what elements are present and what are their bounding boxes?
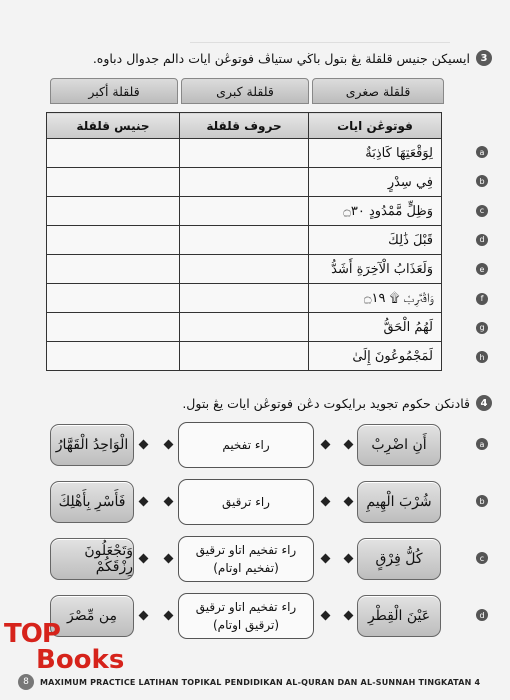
match-dot-right[interactable] xyxy=(344,440,354,450)
match-dot-left[interactable] xyxy=(139,440,149,450)
row-label: d xyxy=(476,609,488,621)
header-ayat: فوتوڠن ايات xyxy=(309,113,442,139)
table-row xyxy=(47,313,442,342)
huruf-answer-cell[interactable] xyxy=(180,226,309,255)
ayat-box-left: الْوَاحِدُ الْقَهَّارُ xyxy=(50,424,134,466)
question-3-instruction: ايسيكن جنيس قلقلة يڠ بتول باڬي ستياڤ فوتوڠن ايات دالم جدوال دباوه. xyxy=(92,51,470,66)
row-label: f xyxy=(476,293,488,305)
match-dot-mid-right[interactable] xyxy=(321,611,331,621)
row-label: g xyxy=(476,322,488,334)
match-dot-right[interactable] xyxy=(344,611,354,621)
match-dot-left[interactable] xyxy=(139,611,149,621)
tajwid-rule-box: راء تفخيم اتاو ترقيق (ترقيق اوتام) xyxy=(178,593,314,639)
tajwid-rule-box: راء تفخيم اتاو ترقيق (تفخيم اوتام) xyxy=(178,536,314,582)
tajwid-rule-box: راء ترقيق xyxy=(178,479,314,525)
header-huruf: حروف قلقلة xyxy=(180,113,309,139)
match-dot-mid-left[interactable] xyxy=(164,611,174,621)
table-row xyxy=(47,255,442,284)
row-label: a xyxy=(476,438,488,450)
ayat-cell: لَمَجْمُوعُونَ إِلَىٰ xyxy=(309,342,442,371)
jenis-answer-cell[interactable] xyxy=(47,197,180,226)
jenis-answer-cell[interactable] xyxy=(47,284,180,313)
question-4-instruction: ڤادنكن حكوم تجويد برايكوت دڠن فوتوڠن ايات يڠ بتول. xyxy=(182,396,470,411)
header-jenis: جنيس قلقلة xyxy=(47,113,180,139)
ayat-box-left: مِن مِّصْرَ xyxy=(50,595,134,637)
row-label: d xyxy=(476,234,488,246)
table-row xyxy=(47,284,442,313)
topbooks-logo xyxy=(4,619,125,676)
bleed-through-text xyxy=(190,32,450,43)
row-label: c xyxy=(476,552,488,564)
jenis-answer-cell[interactable] xyxy=(47,226,180,255)
row-label: c xyxy=(476,205,488,217)
jenis-answer-cell[interactable] xyxy=(47,255,180,284)
huruf-answer-cell[interactable] xyxy=(180,313,309,342)
qalqalah-table xyxy=(46,112,442,371)
row-label: h xyxy=(476,351,488,363)
page-number: 8 xyxy=(18,674,34,690)
table-row xyxy=(47,226,442,255)
ayat-box-left: وَتَجْعَلُونَ رِزْقَكُمْ xyxy=(50,538,134,580)
match-dot-mid-left[interactable] xyxy=(164,497,174,507)
footer-title: MAXIMUM PRACTICE LATIHAN TOPIKAL PENDIDIKAN AL-QURAN DAN AL-SUNNAH TINGKATAN 4 xyxy=(40,678,481,687)
question-3-number: 3 xyxy=(476,50,492,66)
ayat-box-right: شُرْبَ الْهِيمِ xyxy=(357,481,441,523)
tab-qalqalah-kubra: قلقلة كبرى xyxy=(181,78,309,104)
jenis-answer-cell[interactable] xyxy=(47,139,180,168)
huruf-answer-cell[interactable] xyxy=(180,139,309,168)
table-row xyxy=(47,197,442,226)
ayat-box-right: عَيْنَ الْقِطْرِ xyxy=(357,595,441,637)
ayat-box-left: فَأَسْرِ بِأَهْلِكَ xyxy=(50,481,134,523)
ayat-cell: وَلَعَذَابُ الْآخِرَةِ أَشَدُّ xyxy=(309,255,442,284)
tajwid-rule-box: راء تفخيم xyxy=(178,422,314,468)
ayat-cell: لِوَقْعَتِهَا كَاذِبَةٌ xyxy=(309,139,442,168)
huruf-answer-cell[interactable] xyxy=(180,197,309,226)
huruf-answer-cell[interactable] xyxy=(180,284,309,313)
tab-qalqalah-akbar: قلقلة أكبر xyxy=(50,78,178,104)
ayat-box-right: كُلُّ فِرْقٍ xyxy=(357,538,441,580)
match-dot-left[interactable] xyxy=(139,554,149,564)
table-row xyxy=(47,342,442,371)
huruf-answer-cell[interactable] xyxy=(180,342,309,371)
match-dot-mid-right[interactable] xyxy=(321,440,331,450)
jenis-answer-cell[interactable] xyxy=(47,342,180,371)
match-dot-right[interactable] xyxy=(344,497,354,507)
ayat-cell: لَهُمُ الْحَقُّ xyxy=(309,313,442,342)
jenis-answer-cell[interactable] xyxy=(47,168,180,197)
ayat-cell: وَظِلٍّ مَّمْدُودٍ ۝٣٠ xyxy=(309,197,442,226)
row-label: a xyxy=(476,146,488,158)
row-label: b xyxy=(476,495,488,507)
table-row xyxy=(47,139,442,168)
tab-qalqalah-sughra: قلقلة صغرى xyxy=(312,78,444,104)
question-4-number: 4 xyxy=(476,395,492,411)
row-label: e xyxy=(476,263,488,275)
ayat-cell: قَبْلَ ذَٰلِكَ xyxy=(309,226,442,255)
jenis-answer-cell[interactable] xyxy=(47,313,180,342)
ayat-cell: وَاقْتَرِبْ ۩ ۝١٩ xyxy=(309,284,442,313)
huruf-answer-cell[interactable] xyxy=(180,168,309,197)
match-dot-mid-left[interactable] xyxy=(164,554,174,564)
ayat-cell: فِي سِدْرٍ xyxy=(309,168,442,197)
match-dot-mid-left[interactable] xyxy=(164,440,174,450)
huruf-answer-cell[interactable] xyxy=(180,255,309,284)
row-label: b xyxy=(476,175,488,187)
table-row xyxy=(47,168,442,197)
match-dot-mid-right[interactable] xyxy=(321,554,331,564)
match-dot-left[interactable] xyxy=(139,497,149,507)
logo-top: TOP xyxy=(4,619,60,649)
logo-books: Books xyxy=(36,645,125,675)
match-dot-mid-right[interactable] xyxy=(321,497,331,507)
ayat-box-right: أَنِ اضْرِبْ xyxy=(357,424,441,466)
match-dot-right[interactable] xyxy=(344,554,354,564)
